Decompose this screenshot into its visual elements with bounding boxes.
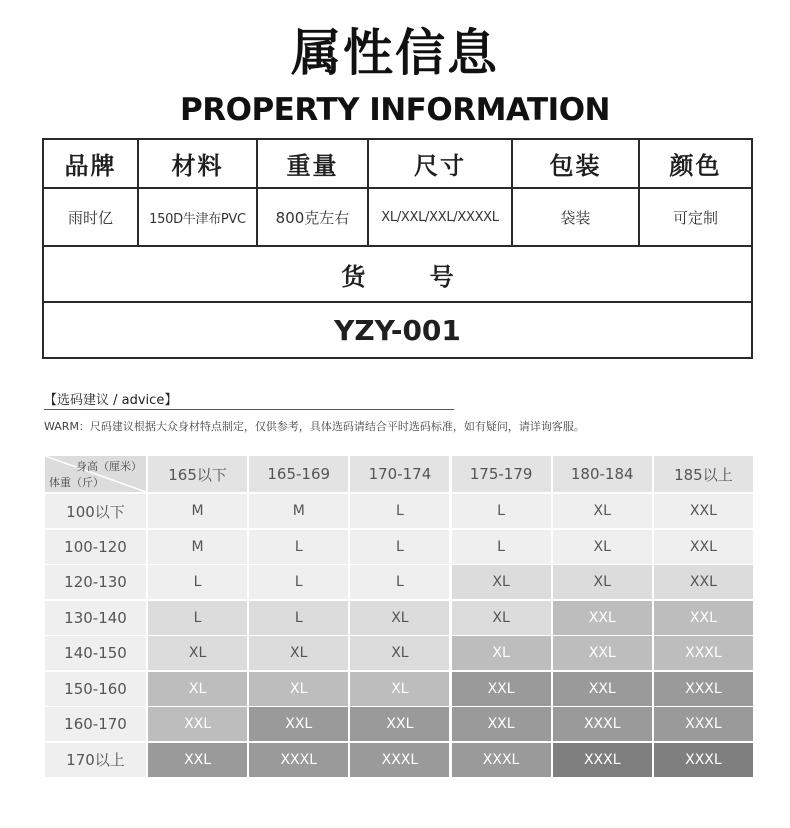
weight-row-header: 100以下 <box>45 494 146 528</box>
value-brand: 雨时亿 <box>44 189 139 245</box>
size-cell: XL <box>452 601 551 635</box>
height-header: 170-174 <box>350 456 449 492</box>
page-title-cn: 属性信息 <box>291 24 499 82</box>
weight-row-header: 120-130 <box>45 565 146 599</box>
height-header: 185以上 <box>654 456 753 492</box>
height-header: 180-184 <box>553 456 652 492</box>
height-header: 165-169 <box>249 456 348 492</box>
size-cell: L <box>452 494 551 528</box>
size-cell: M <box>148 494 247 528</box>
warm-note: WARM：尺码建议根据大众身材特点制定，仅供参考，具体选码请结合平时选码标准，如有疑问，请详询客服。 <box>44 420 585 433</box>
size-cell: L <box>452 530 551 564</box>
size-cell: XXL <box>654 530 753 564</box>
height-header: 175-179 <box>452 456 551 492</box>
size-cell: XXL <box>553 601 652 635</box>
size-cell: L <box>350 494 449 528</box>
size-cell: XXXL <box>553 707 652 741</box>
value-color: 可定制 <box>672 208 718 227</box>
weight-row-header: 150-160 <box>45 672 146 706</box>
size-cell: L <box>148 601 247 635</box>
header-color: 颜色 <box>669 152 722 180</box>
size-cell: XL <box>452 636 551 670</box>
corner-height-label: 身高（厘米） <box>76 460 142 473</box>
weight-row-header: 160-170 <box>45 707 146 741</box>
size-cell: L <box>350 530 449 564</box>
size-cell: XL <box>553 494 652 528</box>
property-header-row <box>44 140 751 189</box>
header-size: 尺寸 <box>369 140 513 187</box>
size-cell: XL <box>350 601 449 635</box>
size-cell: XXL <box>350 707 449 741</box>
size-cell: XL <box>148 672 247 706</box>
property-table <box>42 138 753 359</box>
header-material: 材料 <box>139 140 258 187</box>
header-packaging: 包装 <box>513 140 640 187</box>
size-cell: XXL <box>148 743 247 777</box>
size-cell: XL <box>553 565 652 599</box>
size-cell: XXXL <box>452 743 551 777</box>
advice-title: 【选码建议 / advice】 <box>44 393 178 408</box>
weight-row-header: 130-140 <box>45 601 146 635</box>
size-cell: XXL <box>553 636 652 670</box>
size-cell: L <box>350 565 449 599</box>
size-cell: XL <box>452 565 551 599</box>
size-cell: XL <box>249 672 348 706</box>
size-cell: XL <box>350 636 449 670</box>
size-cell: XXXL <box>654 672 753 706</box>
property-values-row <box>44 189 751 247</box>
value-weight: 800克左右 <box>258 189 369 245</box>
size-cell: XXL <box>654 565 753 599</box>
size-cell: XXL <box>654 494 753 528</box>
size-cell: XXXL <box>553 743 652 777</box>
value-packaging: 袋装 <box>513 189 640 245</box>
size-cell: XXXL <box>350 743 449 777</box>
value-size: XL/XXL/XXL/XXXXL <box>369 189 513 245</box>
size-cell: M <box>148 530 247 564</box>
sku-value: YZY-001 <box>334 313 461 347</box>
size-chart <box>45 456 753 777</box>
header-brand: 品牌 <box>44 140 139 187</box>
size-cell: L <box>148 565 247 599</box>
size-cell: XXL <box>452 707 551 741</box>
size-cell: XXL <box>452 672 551 706</box>
size-cell: XXL <box>553 672 652 706</box>
size-cell: XL <box>553 530 652 564</box>
size-cell: XXL <box>654 601 753 635</box>
size-chart-corner <box>45 456 146 492</box>
size-cell: XXXL <box>654 636 753 670</box>
weight-row-header: 170以上 <box>45 743 146 777</box>
size-cell: L <box>249 565 348 599</box>
size-cell: XL <box>148 636 247 670</box>
height-header: 165以下 <box>148 456 247 492</box>
page-title-en: PROPERTY INFORMATION <box>180 92 610 128</box>
size-cell: XXXL <box>249 743 348 777</box>
value-material: 150D牛津布PVC <box>139 189 258 245</box>
sku-label: 货 号 <box>44 247 751 303</box>
size-cell: L <box>249 530 348 564</box>
size-cell: XXXL <box>654 743 753 777</box>
size-cell: M <box>249 494 348 528</box>
advice-divider <box>44 409 454 410</box>
corner-weight-label: 体重（斤） <box>49 476 104 489</box>
size-cell: XXL <box>148 707 247 741</box>
size-cell: L <box>249 601 348 635</box>
size-cell: XXXL <box>654 707 753 741</box>
weight-row-header: 140-150 <box>45 636 146 670</box>
size-cell: XL <box>350 672 449 706</box>
header-weight: 重量 <box>258 140 369 187</box>
size-cell: XL <box>249 636 348 670</box>
weight-row-header: 100-120 <box>45 530 146 564</box>
size-cell: XXL <box>249 707 348 741</box>
